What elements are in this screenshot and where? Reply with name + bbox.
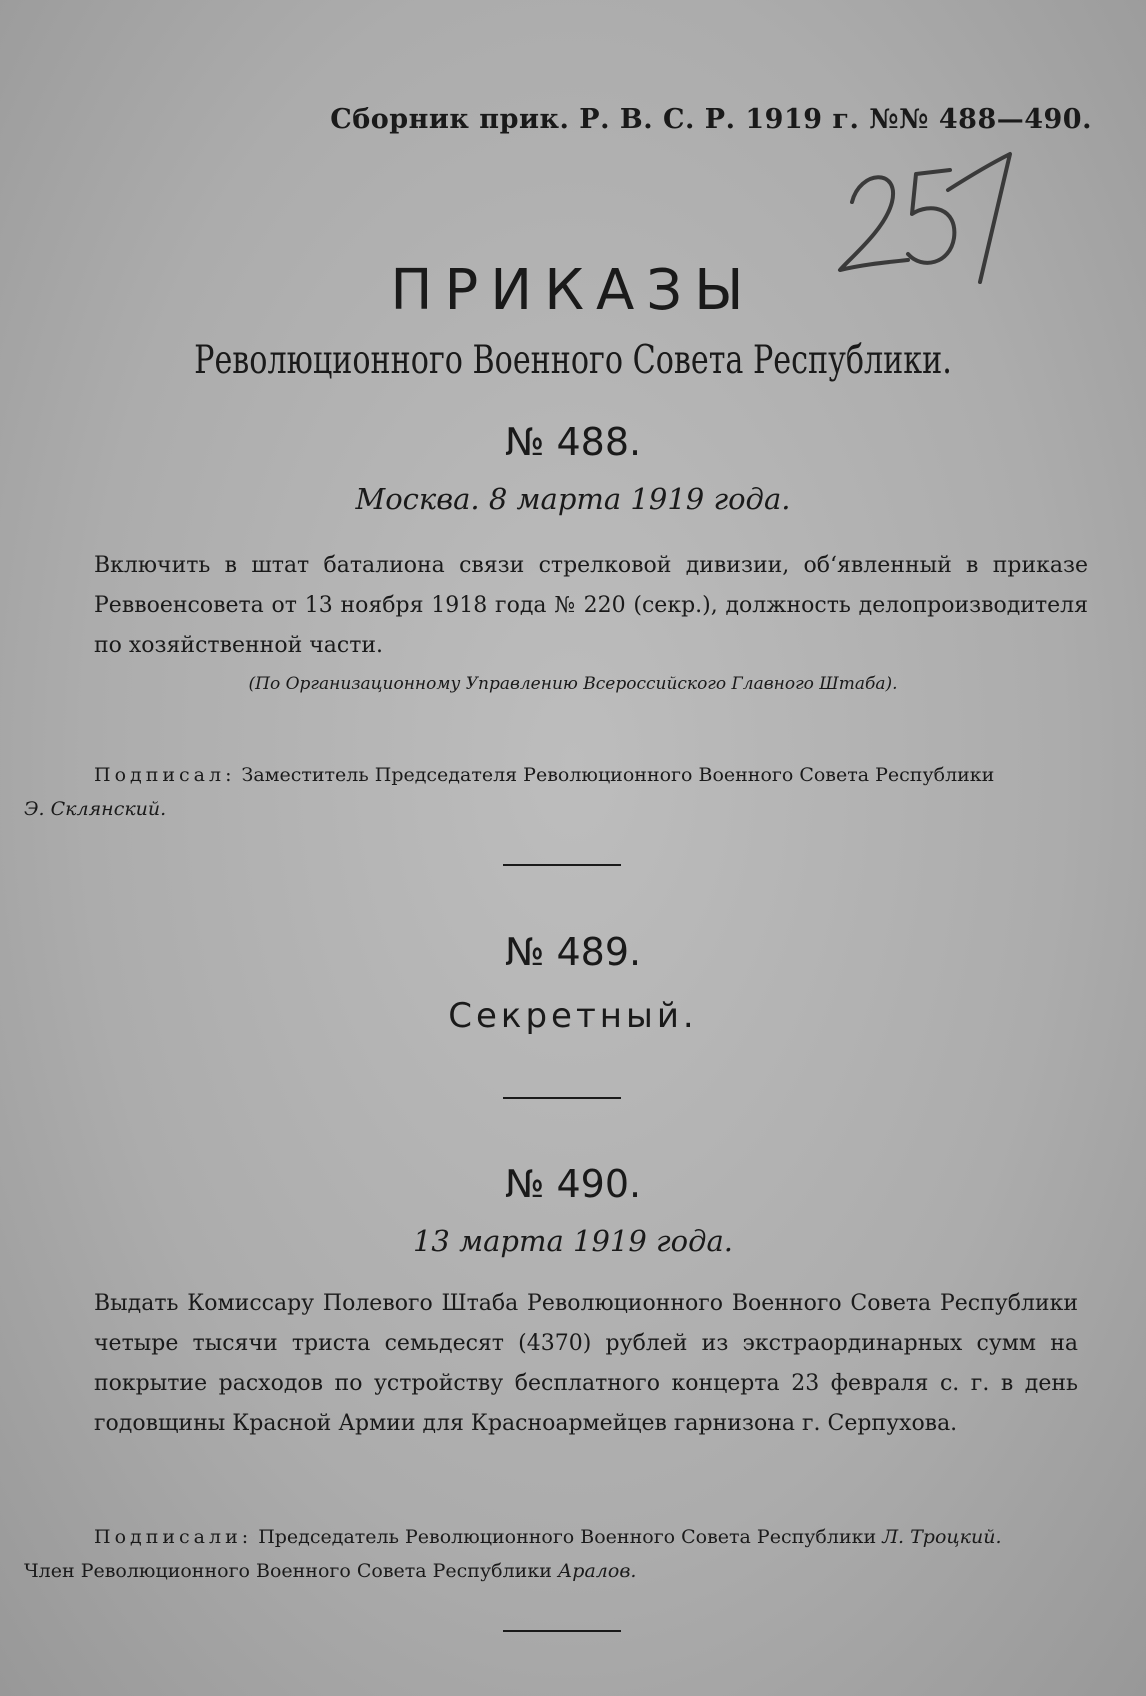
page-subtitle: Революционного Военного Совета Республики.	[194, 338, 952, 383]
order-text-490: Выдать Комиссару Полевого Штаба Революционного Военного Совета Республики четыре тысячи триста семьдесят (4370) рублей из экстраординарных сумм на покрытие расходов по устройству бесплатного концерта 23 февраля с. г. в день годовщины Красной Армии для Красноармейцев гарнизона г. Серпухова.	[94, 1291, 1078, 1436]
order-number-490: № 490.	[504, 1162, 642, 1206]
signed-label: Подписал:	[94, 764, 236, 786]
signature-block-488	[24, 758, 1088, 826]
collection-header: Сборник прик. Р. В. С. Р. 1919 г. №№ 488—490.	[330, 104, 1092, 135]
section-divider	[503, 864, 621, 866]
order-date-488: Москва. 8 марта 1919 года.	[355, 482, 791, 516]
signed-position: Заместитель Председателя Революционного Военного Совета Республики	[241, 764, 995, 786]
order-source-488: (По Организационному Управлению Всероссийского Главного Штаба).	[248, 674, 898, 694]
section-divider	[503, 1630, 621, 1632]
signature-block-490	[24, 1520, 1084, 1588]
page-title: ПРИКАЗЫ	[390, 258, 756, 323]
section-divider	[503, 1097, 621, 1099]
signed-name: Э. Склянский.	[24, 798, 167, 820]
order-number-489: № 489.	[504, 930, 642, 974]
signed-position: Председатель Революционного Военного Совета Республики	[258, 1526, 877, 1548]
order-date-490: 13 марта 1919 года.	[412, 1224, 734, 1258]
signed-name: Аралов.	[557, 1560, 637, 1582]
secret-label: Секретный.	[448, 996, 698, 1036]
signed-name: Л. Троцкий.	[882, 1526, 1002, 1548]
order-number-488: № 488.	[504, 420, 642, 464]
signed-position: Член Революционного Военного Совета Республики	[24, 1560, 552, 1582]
order-text-488: Включить в штат баталиона связи стрелковой дивизии, об‘явленный в приказе Реввоенсовета от 13 ноября 1918 года № 220 (секр.), должность делопроизводителя по хозяйственной части.	[94, 553, 1088, 658]
signed-label: Подписали:	[94, 1526, 253, 1548]
